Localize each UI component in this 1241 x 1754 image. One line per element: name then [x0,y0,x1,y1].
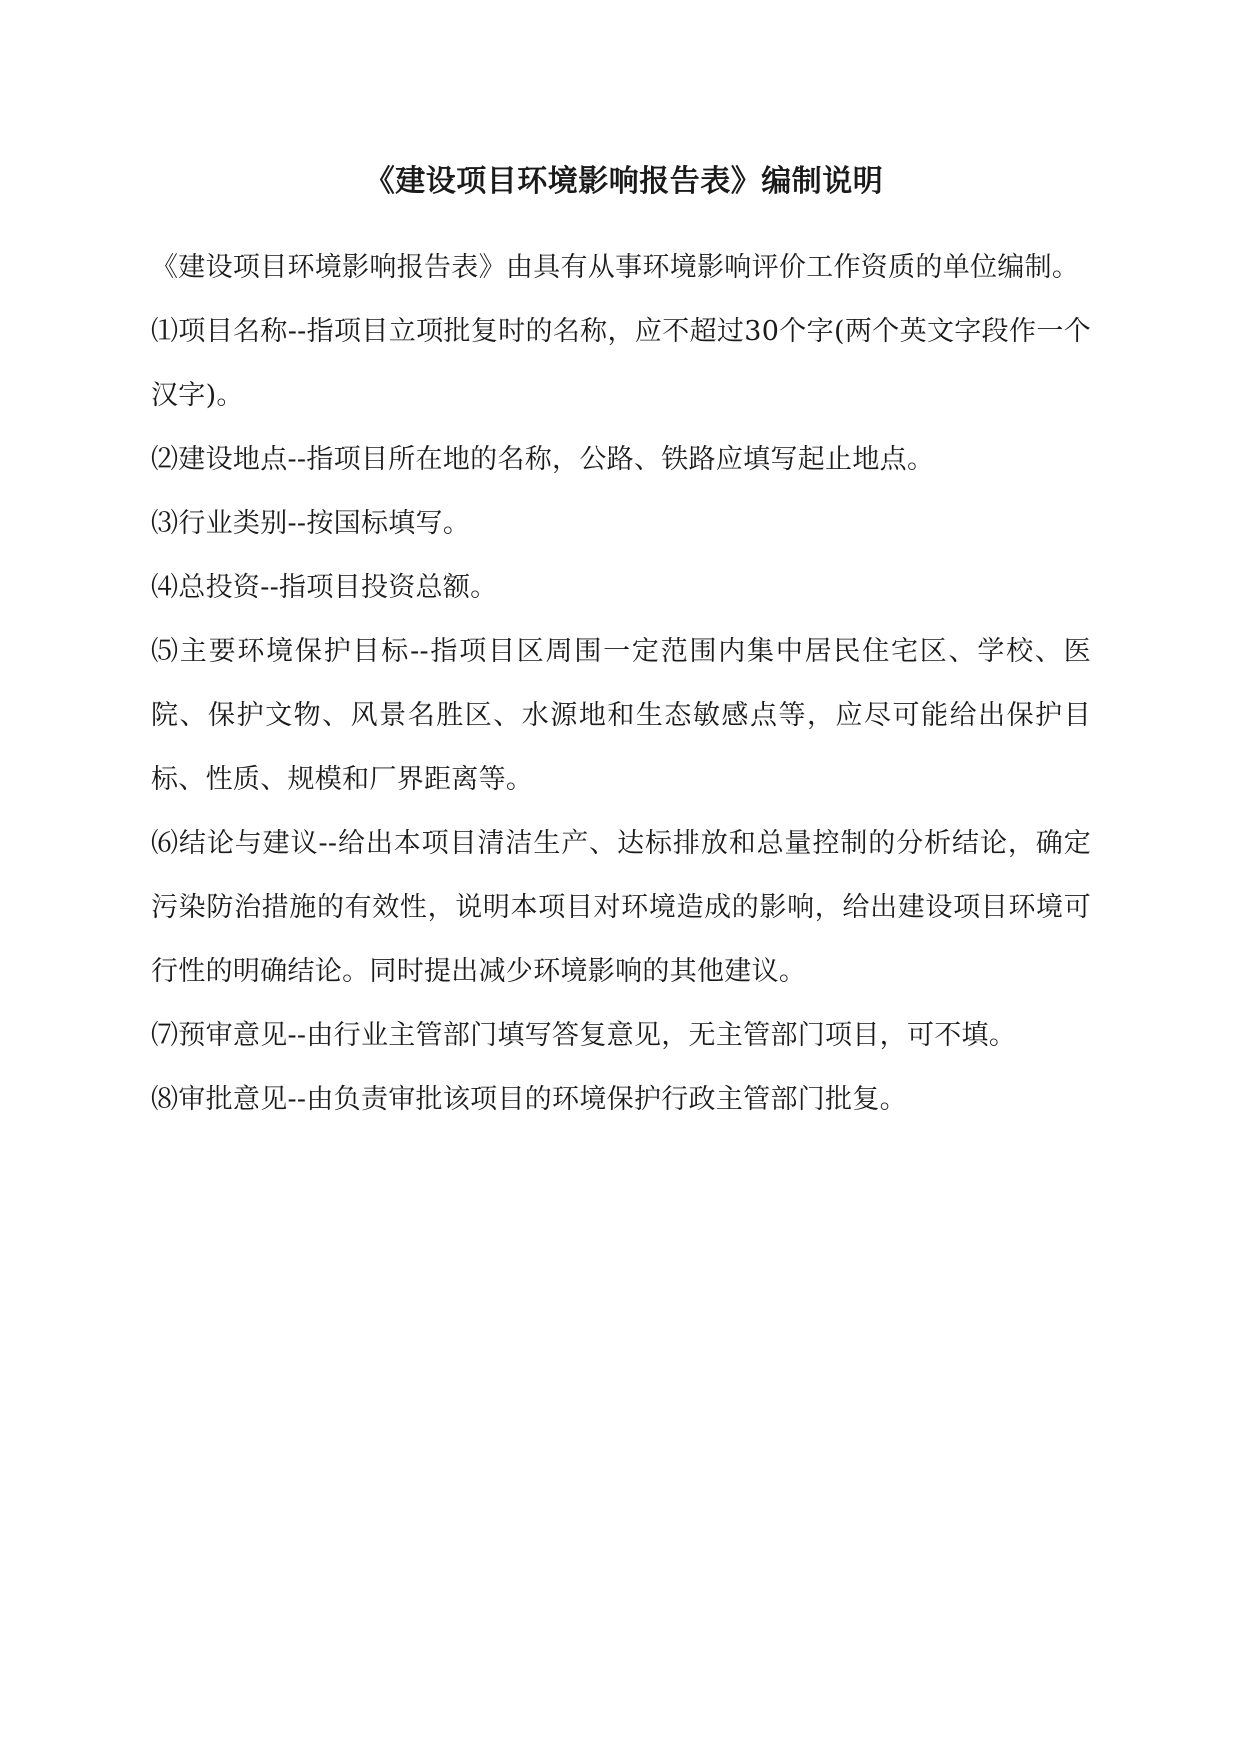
item-conclusions: ⑹结论与建议--给出本项目清洁生产、达标排放和总量控制的分析结论，确定污染防治措施的有效性，说明本项目对环境造成的影响，给出建设项目环境可行性的明确结论。同时提出减少环境影响的其他建议。 [151,828,1091,987]
item-approval-opinion: ⑻审批意见--由负责审批该项目的环境保护行政主管部门批复。 [151,1084,907,1115]
document-title: 《建设项目环境影响报告表》编制说明 [364,164,884,199]
intro-paragraph: 《建设项目环境影响报告表》由具有从事环境影响评价工作资质的单位编制。 [151,252,1080,283]
item-protection-targets: ⑸主要环境保护目标--指项目区周围一定范围内集中居民住宅区、学校、医院、保护文物、风景名胜区、水源地和生态敏感点等，应尽可能给出保护目标、性质、规模和厂界距离等。 [151,636,1091,795]
item-total-investment: ⑷总投资--指项目投资总额。 [151,572,498,603]
item-project-name: ⑴项目名称--指项目立项批复时的名称，应不超过30个字(两个英文字段作一个汉字)。 [151,316,1091,411]
item-industry-category: ⑶行业类别--按国标填写。 [151,508,471,539]
document-page [151,150,1091,1132]
item-construction-site: ⑵建设地点--指项目所在地的名称，公路、铁路应填写起止地点。 [151,444,935,475]
item-pre-review-opinion: ⑺预审意见--由行业主管部门填写答复意见，无主管部门项目，可不填。 [151,1020,1017,1051]
